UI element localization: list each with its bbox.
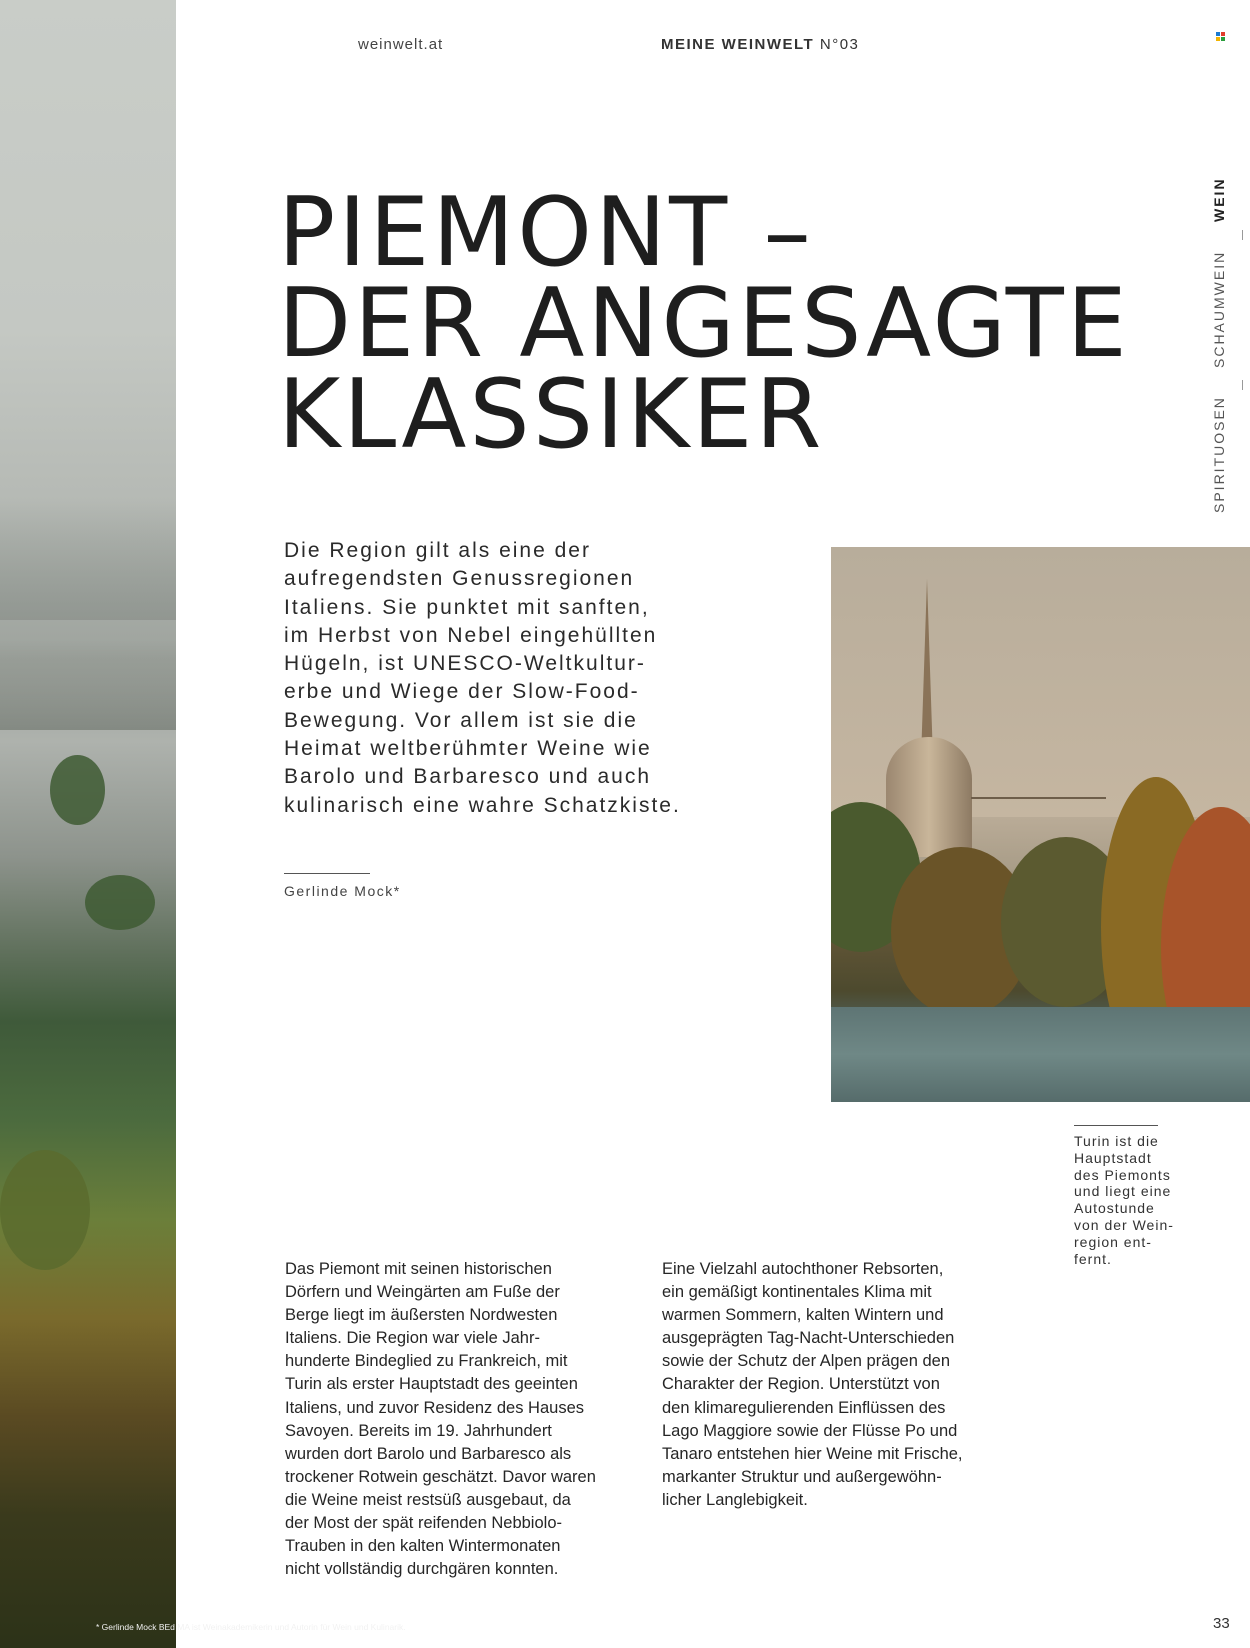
body-line: wurden dort Barolo und Barbaresco als — [285, 1444, 572, 1463]
nav-spirituosen[interactable]: SPIRITUOSEN — [1211, 396, 1227, 513]
caption-line: Hauptstadt — [1074, 1149, 1152, 1166]
intro-line: erbe und Wiege der Slow-Food- — [284, 680, 640, 704]
headline-line: PIEMONT – — [278, 178, 814, 288]
tree — [85, 875, 155, 930]
river — [831, 1007, 1250, 1102]
body-line: Das Piemont mit seinen historischen — [285, 1260, 552, 1278]
nav-divider — [1242, 230, 1243, 240]
issue-number: N°03 — [814, 36, 860, 53]
magazine-title — [661, 36, 859, 53]
headline-line: DER ANGESAGTE — [278, 269, 1130, 379]
caption-line: fernt. — [1074, 1250, 1112, 1267]
body-line: Italiens, und zuvor Residenz des Hauses — [285, 1398, 584, 1417]
body-line: Eine Vielzahl autochthoner Rebsorten, — [662, 1260, 944, 1278]
body-line: Italiens. Die Region war viele Jahr- — [285, 1329, 540, 1348]
author-name: Gerlinde Mock* — [284, 883, 401, 899]
body-line: markanter Struktur und außergewöhn- — [662, 1467, 942, 1486]
intro-line: Hügeln, ist UNESCO-Weltkultur- — [284, 652, 646, 676]
body-line: licher Langlebigkeit. — [662, 1490, 808, 1509]
body-line: warmen Sommern, kalten Wintern und — [662, 1306, 944, 1325]
misty-hill — [0, 500, 176, 620]
body-line: Berge liegt im äußersten Nordwesten — [285, 1306, 558, 1325]
caption-line: Autostunde — [1074, 1200, 1155, 1217]
caption-line: und liegt eine — [1074, 1183, 1172, 1200]
intro-line: Heimat weltberühmter Weine wie — [284, 737, 652, 761]
body-line: ein gemäßigt kontinentales Klima mit — [662, 1283, 932, 1302]
body-column-right — [662, 1258, 1007, 1512]
body-line: Savoyen. Bereits im 19. Jahrhundert — [285, 1421, 552, 1440]
body-line: ausgeprägten Tag-Nacht-Unterschieden — [662, 1329, 955, 1348]
intro-line: Die Region gilt als eine der — [284, 539, 591, 562]
nav-divider — [1242, 380, 1243, 390]
author-footnote: * Gerlinde Mock BEd MA ist Weinakademikerin und Autorin für Wein und Kulinarik. — [96, 1622, 406, 1632]
body-line: nicht vollständig durchgären konnten. — [285, 1560, 559, 1579]
magazine-name: MEINE WEINWELT — [661, 36, 815, 53]
body-line: Tanaro entstehen hier Weine mit Frische, — [662, 1444, 963, 1463]
body-line: die Weine meist restsüß ausgebaut, da — [285, 1490, 571, 1509]
body-line: Turin als erster Hauptstadt des geeinten — [285, 1375, 578, 1394]
mole-antonelliana-spire — [921, 579, 933, 759]
intro-line: Barolo und Barbaresco und auch — [284, 765, 652, 789]
headline-line: KLASSIKER — [278, 360, 825, 470]
caption-line: des Piemonts — [1074, 1166, 1171, 1183]
body-line: hunderte Bindeglied zu Frankreich, mit — [285, 1352, 568, 1371]
body-line: Trauben in den kalten Wintermonaten — [285, 1537, 561, 1556]
body-line: trockener Rotwein geschätzt. Davor waren — [285, 1467, 596, 1486]
misty-hill — [0, 640, 176, 730]
intro-line: aufregendsten Genussregionen — [284, 567, 635, 591]
landscape-photo — [0, 0, 176, 1648]
body-column-left — [285, 1258, 645, 1581]
caption-divider — [1074, 1125, 1158, 1126]
brand-logo-icon — [1216, 32, 1225, 41]
page-number: 33 — [1213, 1615, 1230, 1632]
intro-line: im Herbst von Nebel eingehüllten — [284, 623, 658, 647]
photo-caption — [1074, 1133, 1204, 1267]
body-line: Lago Maggiore sowie der Flüsse Po und — [662, 1421, 958, 1440]
body-line: der Most der spät reifenden Nebbiolo- — [285, 1514, 562, 1533]
site-url[interactable]: weinwelt.at — [358, 36, 444, 53]
intro-line: Bewegung. Vor allem ist sie die — [284, 708, 638, 732]
caption-line: region ent- — [1074, 1233, 1152, 1250]
crane — [971, 797, 1106, 799]
tree — [50, 755, 105, 825]
turin-photo — [831, 547, 1250, 1102]
body-line: Charakter der Region. Unterstützt von — [662, 1375, 940, 1394]
body-line: den klimaregulierenden Einflüssen des — [662, 1398, 946, 1417]
intro-text — [284, 537, 754, 820]
author-divider — [284, 873, 370, 874]
intro-line: Italiens. Sie punktet mit sanften, — [284, 595, 650, 619]
article-headline — [278, 178, 1138, 470]
intro-line: kulinarisch eine wahre Schatzkiste. — [284, 793, 681, 817]
body-line: sowie der Schutz der Alpen prägen den — [662, 1352, 951, 1371]
tree — [0, 1150, 90, 1270]
caption-line: Turin ist die — [1074, 1133, 1159, 1149]
nav-wein[interactable]: WEIN — [1211, 177, 1227, 222]
body-line: Dörfern und Weingärten am Fuße der — [285, 1283, 560, 1302]
caption-line: von der Wein- — [1074, 1216, 1174, 1233]
nav-schaumwein[interactable]: SCHAUMWEIN — [1211, 250, 1227, 368]
